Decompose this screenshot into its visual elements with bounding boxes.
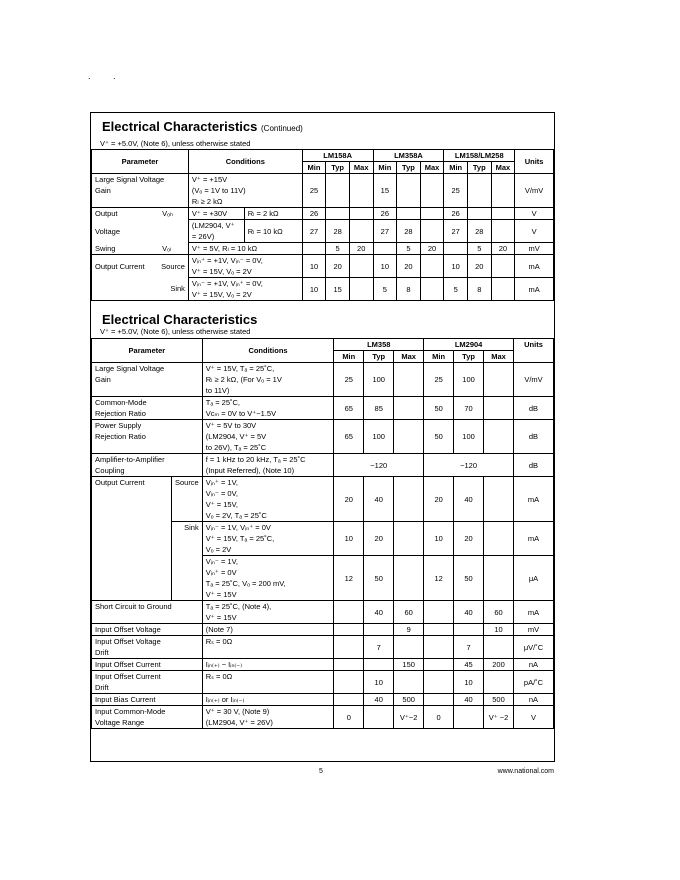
cond-line: V⁺ = 15V, Tₐ = 25˚C,	[205, 534, 275, 543]
s2-h-min: Min	[334, 351, 364, 363]
cond-cell	[202, 420, 334, 454]
param-cell: Swing	[92, 243, 160, 255]
param-cell	[92, 174, 189, 208]
s2-header-conditions: Conditions	[202, 339, 334, 363]
cond-cell	[202, 556, 334, 601]
value-cell: 28	[397, 220, 421, 243]
value-cell: 10	[364, 671, 394, 694]
value-cell: 50	[364, 556, 394, 601]
value-cell: 5	[467, 243, 491, 255]
s2-h-max: Max	[484, 351, 514, 363]
value-cell: 5	[373, 278, 397, 301]
value-cell	[424, 659, 454, 671]
cond-cell: Rₛ = 0Ω	[202, 671, 334, 694]
section1-table	[91, 149, 554, 301]
value-cell	[394, 397, 424, 420]
param-cell: Short Circuit to Ground	[92, 601, 203, 624]
table-row	[92, 363, 554, 397]
value-cell	[484, 636, 514, 659]
param-cell	[92, 636, 203, 659]
cond-cell: Rₗ = 10 kΩ	[244, 220, 302, 243]
param-line: Common-Mode	[95, 398, 147, 407]
units-cell: V	[515, 220, 554, 243]
cond-line: Vᵢₙ⁻ = +1V, Vᵢₙ⁺ = 0V,	[191, 279, 263, 288]
units-cell: μA	[513, 556, 553, 601]
section2-title: Electrical Characteristics	[102, 312, 258, 327]
cond-line: Vᵢₙ⁺ = 1V,	[205, 478, 238, 487]
s1-header-units: Units	[515, 150, 554, 174]
units-cell: dB	[513, 454, 553, 477]
table-row	[92, 243, 554, 255]
s1-h-min: Min	[373, 162, 397, 174]
units-cell: mA	[513, 522, 553, 556]
s1-h-min: Min	[444, 162, 468, 174]
value-cell: 10	[424, 522, 454, 556]
cond-line: Vₒ = 2V	[205, 545, 232, 554]
table-row	[92, 671, 554, 694]
param-cell: Input Offset Voltage	[92, 624, 203, 636]
s2-header-units: Units	[513, 339, 553, 363]
section1-conditions-line: V⁺ = +5.0V, (Note 6), unless otherwise stated	[100, 139, 251, 148]
param-cell: Voltage	[92, 220, 160, 243]
value-cell	[484, 477, 514, 522]
param-cell	[92, 363, 203, 397]
cond-line: (LM2904, V⁺ = 26V)	[205, 718, 273, 727]
cond-line: Vᵢₙ⁺ = +1V, Vᵢₙ⁻ = 0V,	[191, 256, 263, 265]
value-cell	[484, 522, 514, 556]
value-cell	[334, 659, 364, 671]
table-row	[92, 659, 554, 671]
value-cell: 25	[334, 363, 364, 397]
cond-line: Rₗ ≥ 2 kΩ, (For Vₒ = 1V	[205, 375, 282, 384]
sink-label: Sink	[159, 278, 188, 301]
cond-cell	[202, 601, 334, 624]
param-line: Rejection Ratio	[95, 432, 146, 441]
table-row	[92, 255, 554, 278]
value-cell: 50	[424, 420, 454, 454]
value-cell: 65	[334, 420, 364, 454]
value-cell	[454, 706, 484, 729]
s2-h-typ: Typ	[454, 351, 484, 363]
value-cell: 100	[454, 363, 484, 397]
cond-cell	[202, 454, 334, 477]
value-cell	[394, 556, 424, 601]
value-cell: 5	[326, 243, 350, 255]
section1-continued: (Continued)	[261, 124, 303, 133]
value-cell	[364, 624, 394, 636]
param-line: Drift	[95, 683, 109, 692]
s1-h-typ: Typ	[467, 162, 491, 174]
page-number: 5	[319, 768, 323, 775]
param-cell	[92, 397, 203, 420]
cond-line: Rₗ ≥ 2 kΩ	[191, 197, 223, 206]
cond-cell	[202, 477, 334, 522]
cond-cell	[202, 706, 334, 729]
value-cell: 27	[302, 220, 326, 243]
value-cell: 9	[394, 624, 424, 636]
cond-cell: (LM2904, V⁺ = 26V)	[188, 220, 244, 243]
s1-header-lm158a: LM158A	[302, 150, 373, 162]
value-cell	[394, 477, 424, 522]
value-cell: 10	[302, 278, 326, 301]
cond-line: (Vₒ = 1V to 11V)	[191, 186, 246, 195]
value-cell: 7	[454, 636, 484, 659]
value-cell: 28	[326, 220, 350, 243]
value-cell: 100	[364, 420, 394, 454]
value-cell: 20	[454, 522, 484, 556]
cond-line: to 26V), Tₐ = 25˚C	[205, 443, 267, 452]
param-line: Coupling	[95, 466, 125, 475]
table-row	[92, 454, 554, 477]
value-cell: 15	[326, 278, 350, 301]
s1-header-lm358a: LM358A	[373, 150, 444, 162]
value-cell: 85	[364, 397, 394, 420]
voh-label: Vₒₕ	[159, 208, 188, 220]
footer-url[interactable]: www.national.com	[497, 768, 554, 775]
value-cell	[394, 420, 424, 454]
value-cell	[394, 671, 424, 694]
param-cell: Input Offset Current	[92, 659, 203, 671]
value-cell	[424, 636, 454, 659]
value-cell	[454, 624, 484, 636]
value-cell	[364, 706, 394, 729]
value-cell: 10	[444, 255, 468, 278]
units-cell: mV	[515, 243, 554, 255]
value-cell: 500	[484, 694, 514, 706]
value-cell	[424, 694, 454, 706]
value-cell: 8	[397, 278, 421, 301]
cond-cell: Rₛ = 0Ω	[202, 636, 334, 659]
param-line: Amplifier-to-Amplifier	[95, 455, 165, 464]
s1-h-max: Max	[420, 162, 444, 174]
param-line: Gain	[95, 375, 111, 384]
value-cell	[484, 397, 514, 420]
s2-h-typ: Typ	[364, 351, 394, 363]
cond-line: Tₐ = 25˚C,	[205, 398, 240, 407]
value-cell	[394, 522, 424, 556]
s1-h-typ: Typ	[397, 162, 421, 174]
s2-header-parameter: Parameter	[92, 339, 203, 363]
value-cell: 5	[397, 243, 421, 255]
value-cell: 10	[454, 671, 484, 694]
cond-cell	[188, 278, 302, 301]
cond-line: V⁺ = 15V, Vₒ = 2V	[191, 290, 252, 299]
value-cell: 26	[373, 208, 397, 220]
s2-h-max: Max	[394, 351, 424, 363]
value-cell: 20	[467, 255, 491, 278]
value-cell	[484, 420, 514, 454]
cond-line: (Input Referred), (Note 10)	[205, 466, 295, 475]
table-row	[92, 420, 554, 454]
table-row	[92, 477, 554, 522]
value-cell: 50	[424, 397, 454, 420]
value-cell	[334, 671, 364, 694]
value-cell: 10	[373, 255, 397, 278]
cond-line: Vₒ = 2V, Tₐ = 25˚C	[205, 511, 267, 520]
value-cell: 15	[373, 174, 397, 208]
cond-cell	[202, 397, 334, 420]
param-line: Input Offset Voltage	[95, 637, 161, 646]
s1-header-parameter: Parameter	[92, 150, 189, 174]
value-cell: 60	[394, 601, 424, 624]
cond-line: Vᵢₙ⁺ = 0V	[205, 568, 237, 577]
value-cell	[334, 601, 364, 624]
value-cell: 20	[420, 243, 444, 255]
value-cell: 40	[454, 477, 484, 522]
cond-line: V⁺ = 15V	[205, 613, 237, 622]
value-cell: 20	[424, 477, 454, 522]
value-cell: V⁺ −2	[484, 706, 514, 729]
s1-h-min: Min	[302, 162, 326, 174]
s2-header-lm358: LM358	[334, 339, 424, 351]
value-cell: 25	[302, 174, 326, 208]
param-cell	[92, 706, 203, 729]
value-cell: −120	[424, 454, 514, 477]
table-row	[92, 636, 554, 659]
table-row	[92, 174, 554, 208]
value-cell: 100	[454, 420, 484, 454]
value-cell: 10	[334, 522, 364, 556]
cond-cell: V⁺ = 5V, Rₗ = 10 kΩ	[188, 243, 302, 255]
value-cell: 20	[349, 243, 373, 255]
header-dots: . .	[88, 71, 126, 81]
units-cell: μV/˚C	[513, 636, 553, 659]
value-cell: 8	[467, 278, 491, 301]
value-cell	[424, 671, 454, 694]
param-line: Voltage Range	[95, 718, 145, 727]
value-cell	[394, 636, 424, 659]
value-cell: 65	[334, 397, 364, 420]
units-cell: dB	[513, 420, 553, 454]
value-cell: 20	[326, 255, 350, 278]
units-cell: mA	[513, 601, 553, 624]
value-cell: 20	[364, 522, 394, 556]
value-cell: 20	[334, 477, 364, 522]
cond-cell: V⁺ = +30V	[188, 208, 244, 220]
param-cell	[92, 454, 203, 477]
units-cell: nA	[513, 694, 553, 706]
table-row	[92, 208, 554, 220]
units-cell: V/mV	[513, 363, 553, 397]
table-row	[92, 397, 554, 420]
value-cell	[334, 636, 364, 659]
value-cell: 7	[364, 636, 394, 659]
param-line: Gain	[95, 186, 111, 195]
value-cell	[424, 601, 454, 624]
units-cell: mA	[515, 255, 554, 278]
value-cell	[484, 671, 514, 694]
value-cell: 25	[444, 174, 468, 208]
value-cell: 26	[302, 208, 326, 220]
s2-h-min: Min	[424, 351, 454, 363]
value-cell: 40	[364, 694, 394, 706]
param-line: Rejection Ratio	[95, 409, 146, 418]
s2-header-lm2904: LM2904	[424, 339, 514, 351]
param-cell: Output Current	[92, 477, 172, 522]
param-cell: Output Current	[92, 255, 160, 278]
value-cell: 25	[424, 363, 454, 397]
cond-line: V⁺ = 30 V, (Note 9)	[205, 707, 270, 716]
value-cell	[364, 659, 394, 671]
value-cell: 10	[302, 255, 326, 278]
value-cell	[424, 624, 454, 636]
value-cell: 5	[444, 278, 468, 301]
table-row	[92, 694, 554, 706]
value-cell: 10	[484, 624, 514, 636]
source-label: Source	[159, 255, 188, 278]
cond-cell	[188, 255, 302, 278]
cond-cell	[202, 522, 334, 556]
cond-cell	[188, 174, 302, 208]
value-cell: V⁺−2	[394, 706, 424, 729]
cond-cell: (Note 7)	[202, 624, 334, 636]
table-row	[92, 556, 554, 601]
value-cell: 40	[364, 601, 394, 624]
value-cell: 26	[444, 208, 468, 220]
cond-line: Vᴄₘ = 0V to V⁺−1.5V	[205, 409, 277, 418]
value-cell: 500	[394, 694, 424, 706]
param-cell	[92, 420, 203, 454]
value-cell	[334, 624, 364, 636]
s1-header-lm158-lm258: LM158/LM258	[444, 150, 515, 162]
s1-header-conditions: Conditions	[188, 150, 302, 174]
cond-line: Vᵢₙ⁻ = 1V, Vᵢₙ⁺ = 0V	[205, 523, 271, 532]
units-cell: pA/˚C	[513, 671, 553, 694]
param-line: Large Signal Voltage	[95, 364, 165, 373]
units-cell: mA	[515, 278, 554, 301]
value-cell: 50	[454, 556, 484, 601]
value-cell: 45	[454, 659, 484, 671]
table-row	[92, 522, 554, 556]
cond-line: f = 1 kHz to 20 kHz, Tₐ = 25˚C	[205, 455, 306, 464]
units-cell: dB	[513, 397, 553, 420]
units-cell: mA	[513, 477, 553, 522]
value-cell: 0	[334, 706, 364, 729]
units-cell: V	[515, 208, 554, 220]
value-cell: 12	[334, 556, 364, 601]
param-line: Input Offset Current	[95, 672, 161, 681]
value-cell: 150	[394, 659, 424, 671]
units-cell: nA	[513, 659, 553, 671]
cond-line: V⁺ = 15V	[205, 590, 237, 599]
value-cell: 100	[364, 363, 394, 397]
cond-line: V⁺ = 15V, Vₒ = 2V	[191, 267, 252, 276]
table-row	[92, 601, 554, 624]
cond-line: V⁺ = 5V to 30V	[205, 421, 257, 430]
value-cell: 40	[454, 694, 484, 706]
value-cell: 200	[484, 659, 514, 671]
source-label: Source	[171, 477, 202, 522]
value-cell: 20	[397, 255, 421, 278]
cond-line: Vᵢₙ⁻ = 1V,	[205, 557, 238, 566]
sink-label: Sink	[171, 522, 202, 556]
section1-title	[102, 119, 303, 134]
s1-h-typ: Typ	[326, 162, 350, 174]
table-row	[92, 624, 554, 636]
value-cell	[484, 363, 514, 397]
cond-cell: Rₗ = 2 kΩ	[244, 208, 302, 220]
cond-line: V⁺ = 15V, Tₐ = 25˚C,	[205, 364, 275, 373]
s1-h-max: Max	[349, 162, 373, 174]
units-cell: mV	[513, 624, 553, 636]
table-row	[92, 706, 554, 729]
value-cell: 28	[467, 220, 491, 243]
cond-cell	[202, 363, 334, 397]
param-line: Large Signal Voltage	[95, 175, 165, 184]
param-line: Input Common-Mode	[95, 707, 166, 716]
cond-cell: Iᵢₙ₍₊₎ − Iᵢₙ₍₋₎	[202, 659, 334, 671]
units-cell: V/mV	[515, 174, 554, 208]
value-cell: −120	[334, 454, 424, 477]
value-cell	[394, 363, 424, 397]
param-cell: Output	[92, 208, 160, 220]
cond-line: Tₐ = 25˚C, Vₒ = 200 mV,	[205, 579, 286, 588]
section1-title-text: Electrical Characteristics	[102, 119, 258, 134]
section2-table	[91, 338, 554, 729]
value-cell: 0	[424, 706, 454, 729]
cond-line: Vᵢₙ⁻ = 0V,	[205, 489, 238, 498]
value-cell: 60	[484, 601, 514, 624]
cond-line: (LM2904, V⁺ = 5V	[205, 432, 267, 441]
cond-cell: Iᵢₙ₍₊₎ or Iᵢₙ₍₋₎	[202, 694, 334, 706]
value-cell: 27	[444, 220, 468, 243]
param-line: Drift	[95, 648, 109, 657]
table-row	[92, 278, 554, 301]
s1-h-max: Max	[491, 162, 515, 174]
value-cell: 40	[364, 477, 394, 522]
param-cell: Input Bias Current	[92, 694, 203, 706]
table-row	[92, 220, 554, 243]
param-line: Power Supply	[95, 421, 142, 430]
value-cell: 70	[454, 397, 484, 420]
cond-line: V⁺ = +15V	[191, 175, 228, 184]
cond-line: V⁺ = 15V,	[205, 500, 238, 509]
cond-line: Tₐ = 25˚C, (Note 4),	[205, 602, 272, 611]
vol-label: Vₒₗ	[159, 243, 188, 255]
value-cell	[334, 694, 364, 706]
value-cell: 40	[454, 601, 484, 624]
section2-conditions-line: V⁺ = +5.0V, (Note 6), unless otherwise stated	[100, 327, 251, 336]
value-cell: 27	[373, 220, 397, 243]
value-cell: 20	[491, 243, 515, 255]
value-cell: 12	[424, 556, 454, 601]
cond-line: to 11V)	[205, 386, 230, 395]
param-cell	[92, 671, 203, 694]
value-cell	[484, 556, 514, 601]
units-cell: V	[513, 706, 553, 729]
